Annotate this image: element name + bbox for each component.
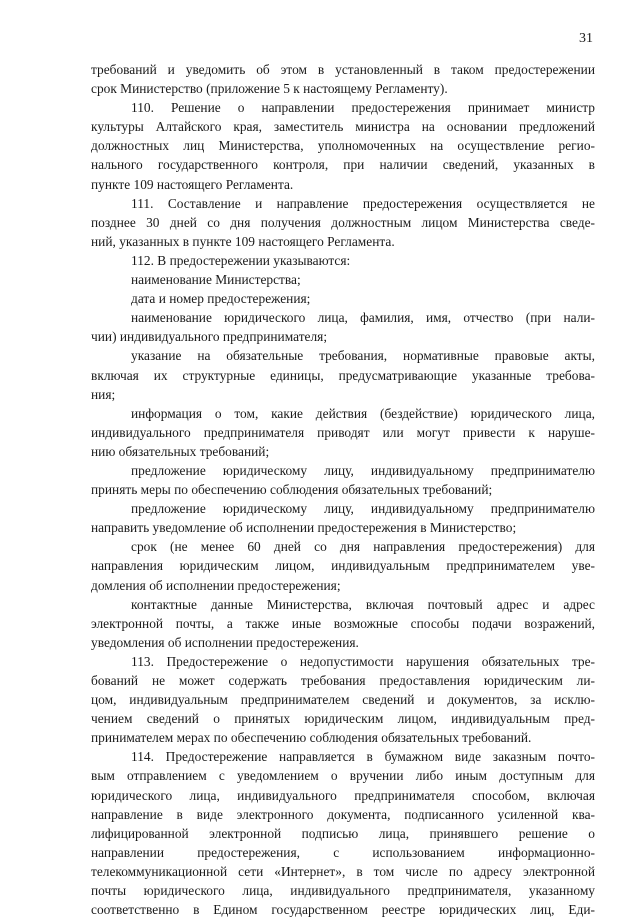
text-line: юридического лица, индивидуального предпринимателя способом, включая: [91, 787, 595, 803]
text-line: телекоммуникационной сети «Интернет», в том числе по адресу электронной: [91, 863, 595, 879]
text-line: 111. Составление и направление предостережения осуществляется не: [131, 195, 595, 211]
text-line: почты юридического лица, индивидуального предпринимателя, указанному: [91, 883, 595, 899]
text-line: пункте 109 настоящего Регламента.: [91, 176, 294, 192]
text-line: наименование Министерства;: [131, 272, 301, 288]
text-line: ния;: [91, 386, 116, 402]
text-line: должностных лиц Министерства, уполномоченных на осуществление регио-: [91, 138, 595, 154]
text-line: указание на обязательные требования, нормативные правовые акты,: [131, 348, 595, 364]
text-line: позднее 30 дней со дня получения должностным лицом Министерства сведе-: [91, 214, 595, 230]
text-line: 112. В предостережении указываются:: [131, 252, 351, 268]
text-line: 113. Предостережение о недопустимости нарушения обязательных тре-: [131, 653, 595, 669]
text-line: предложение юридическому лицу, индивидуальному предпринимателю: [131, 501, 595, 517]
text-line: требований и уведомить об этом в установленный в таком предостережении: [91, 62, 595, 77]
text-line: дата и номер предостережения;: [131, 291, 311, 307]
text-line: предложение юридическому лицу, индивидуальному предпринимателю: [131, 462, 595, 478]
text-line: срок Министерство (приложение 5 к настоящему Регламенту).: [91, 81, 448, 97]
document-body: [91, 60, 595, 919]
text-line: принять меры по обеспечению соблюдения обязательных требований;: [91, 482, 493, 498]
text-line: наименование юридического лица, фамилия, имя, отчество (при нали-: [131, 310, 595, 326]
text-line: направлении предостережения, с использованием информационно-: [91, 844, 595, 860]
text-line: электронной почты, а также иные возможные способы подачи возражений,: [91, 615, 595, 631]
text-line: ний, указанных в пункте 109 настоящего Регламента.: [91, 233, 395, 249]
text-line: принимателем мерах по обеспечению соблюдения обязательных требований.: [91, 730, 532, 746]
text-line: нию обязательных требований;: [91, 443, 270, 459]
text-line: информация о том, какие действия (бездействие) юридического лица,: [131, 405, 595, 421]
text-line: чением сведений о принятых юридическим лицом, индивидуальным пред-: [91, 711, 595, 727]
text-line: домления об исполнении предостережения;: [91, 577, 341, 593]
text-line: индивидуального предпринимателя приводят или могут привести к наруше-: [91, 424, 595, 440]
text-line: соответственно в Едином государственном реестре юридических лиц, Еди-: [91, 902, 595, 918]
text-line: культуры Алтайского края, заместитель министра на основании предложений: [91, 119, 595, 135]
text-line: цом, индивидуальным предпринимателем сведений и документов, за исклю-: [91, 692, 595, 708]
text-line: вым отправлением с уведомлением о вручении либо иным доступным для: [91, 768, 595, 784]
text-line: бований не может содержать требования предоставления юридическим ли-: [91, 673, 595, 688]
text-line: направление в виде электронного документа, подписанного усиленной ква-: [91, 806, 595, 822]
text-line: чии) индивидуального предпринимателя;: [91, 329, 328, 345]
text-line: включая их структурные единицы, предусматривающие указанные требова-: [91, 367, 595, 383]
text-line: контактные данные Министерства, включая почтовый адрес и адрес: [131, 596, 595, 612]
text-line: направить уведомление об исполнении предостережения в Министерство;: [91, 520, 517, 536]
text-line: срок (не менее 60 дней со дня направления предостережения) для: [131, 539, 595, 555]
text-line: направления юридическим лицом, индивидуальным предпринимателем уве-: [91, 558, 595, 574]
text-line: 110. Решение о направлении предостережения принимает министр: [131, 100, 595, 116]
text-line: нального государственного контроля, при наличии сведений, указанных в: [91, 157, 595, 173]
text-line: лифицированной электронной подписью лица, принявшего решение о: [91, 825, 595, 841]
text-line: уведомления об исполнении предостережения.: [91, 634, 359, 650]
page-number: 31: [579, 31, 593, 46]
text-line: 114. Предостережение направляется в бумажном виде заказным почто-: [131, 749, 595, 765]
